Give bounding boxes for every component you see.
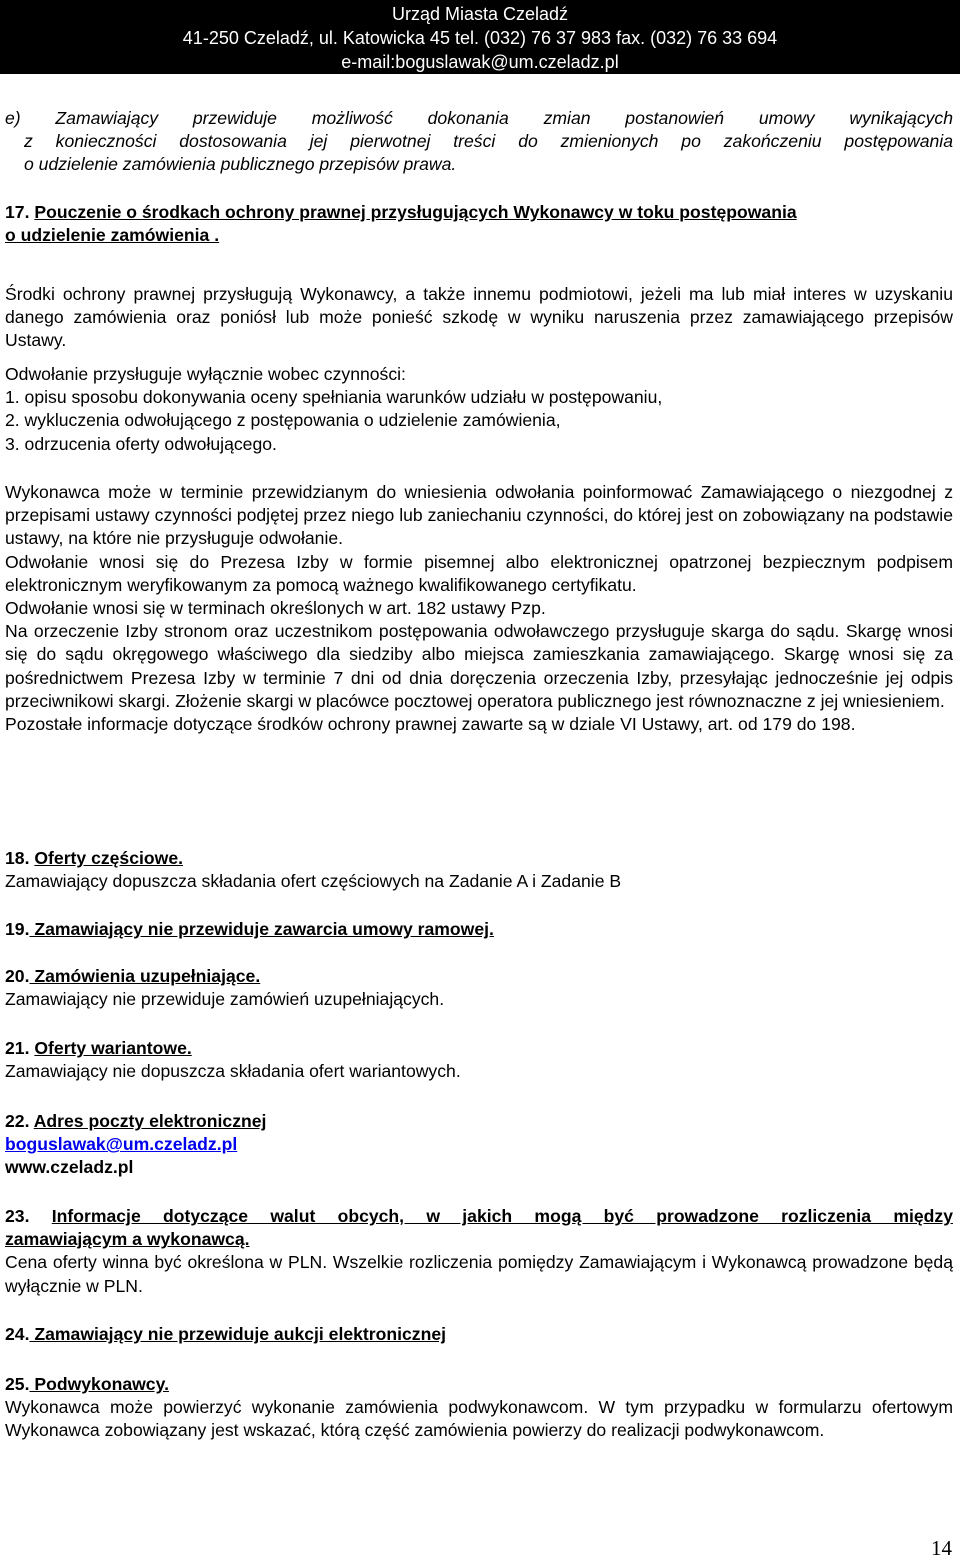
section-25 xyxy=(5,1373,953,1443)
office-name: Urząd Miasta Czeladź xyxy=(391,4,569,24)
section-22-title: 22. Adres poczty elektronicznej xyxy=(5,1111,267,1131)
section-19 xyxy=(5,918,953,941)
section-17-paragraph-2: Wykonawca może w terminie przewidzianym do wniesienia odwołania poinformować Zamawiającego o niezgodnej z przepisami ustawy czynności podjętej przez niego lub zaniechaniu czynności, do której jest on zobowiązany na podstawie ustawy, na które nie przysługuje odwołanie. xyxy=(5,482,953,549)
section-24 xyxy=(5,1323,953,1346)
office-email: e-mail:boguslawak@um.czeladz.pl xyxy=(341,52,619,72)
section-18 xyxy=(5,847,953,893)
section-21 xyxy=(5,1037,953,1083)
website-address: www.czeladz.pl xyxy=(5,1157,134,1178)
list-item: 3. odrzucenia oferty odwołującego. xyxy=(5,433,277,454)
section-e-line-2: z konieczności dostosowania jej pierwotnej treści do zmienionych po zakończeniu postępowania xyxy=(24,131,953,152)
section-23-body: Cena oferty winna być określona w PLN. Wszelkie rozliczenia pomiędzy Zamawiającym i Wykonawcą prowadzone będą wyłącznie w PLN. xyxy=(5,1252,953,1296)
section-20-title: 20. Zamówienia uzupełniające. xyxy=(5,966,261,986)
section-17-paragraph-3: Odwołanie wnosi się do Prezesa Izby w formie pisemnej albo elektronicznej opatrzonej bezpiecznym podpisem elektronicznym weryfikowanym za pomocą ważnego kwalifikowanego certyfikatu. xyxy=(5,551,953,595)
section-17-paragraph-4: Odwołanie wnosi się w terminach określonych w art. 182 ustawy Pzp. xyxy=(5,598,546,619)
section-21-title: 21. Oferty wariantowe. xyxy=(5,1038,192,1058)
section-25-body: Wykonawca może powierzyć wykonanie zamówienia podwykonawcom. W tym przypadku w formularzu ofertowym Wykonawca zobowiązany jest wskazać, którą część zamówienia powierzy do realizacji podwykonawcom. xyxy=(5,1397,953,1441)
section-24-title: 24. Zamawiający nie przewiduje aukcji elektronicznej xyxy=(5,1324,447,1344)
section-20-body: Zamawiający nie przewiduje zamówień uzupełniających. xyxy=(5,989,445,1010)
section-17-paragraphs xyxy=(5,481,953,736)
office-address: 41-250 Czeladź, ul. Katowicka 45 tel. (032) 76 37 983 fax. (032) 76 33 694 xyxy=(182,28,778,48)
section-e-line-1: e) Zamawiający przewiduje możliwość dokonania zmian postanowień umowy wynikających xyxy=(5,108,953,128)
section-23-title-line-2: zamawiającym a wykonawcą. xyxy=(5,1229,250,1250)
section-18-title: 18. Oferty częściowe. xyxy=(5,848,183,868)
letterhead xyxy=(0,0,960,74)
section-17-paragraph-6: Pozostałe informacje dotyczące środków ochrony prawnej zawarte są w dziale VI Ustawy, art. od 179 do 198. xyxy=(5,714,856,735)
section-21-body: Zamawiający nie dopuszcza składania ofert wariantowych. xyxy=(5,1061,461,1082)
page-number: 14 xyxy=(931,1536,952,1560)
appeal-intro: Odwołanie przysługuje wyłącznie wobec czynności: xyxy=(5,364,406,384)
section-19-title: 19. Zamawiający nie przewiduje zawarcia umowy ramowej. xyxy=(5,919,494,939)
section-17-title-line-1: 17. Pouczenie o środkach ochrony prawnej przysługujących Wykonawcy w toku postępowania xyxy=(5,202,797,222)
list-item: 2. wykluczenia odwołującego z postępowania o udzielenie zamówienia, xyxy=(5,410,561,431)
email-link[interactable]: boguslawak@um.czeladz.pl xyxy=(5,1134,238,1155)
list-item: 1. opisu sposobu dokonywania oceny spełniania warunków udziału w postępowaniu, xyxy=(5,387,663,408)
section-20 xyxy=(5,965,953,1011)
section-17-heading xyxy=(5,201,953,247)
section-23-title-line-1: 23. Informacje dotyczące walut obcych, w jakich mogą być prowadzone rozliczenia między xyxy=(5,1206,953,1226)
section-22 xyxy=(5,1110,953,1180)
section-17-paragraph-5: Na orzeczenie Izby stronom oraz uczestnikom postępowania odwoławczego przysługuje skarga do sądu. Skargę wnosi się do sądu okręgowego właściwego dla siedziby albo miejsca zamieszkania zamawiającego. Skargę wnosi się za pośrednictwem Prezesa Izby w terminie 7 dni od dnia doręczenia orzeczenia Izby, przesyłając jednocześnie jej odpis przeciwnikowi skargi. Złożenie skargi w placówce pocztowej operatora publicznego jest równoznaczne z jej wniesieniem. xyxy=(5,621,953,711)
section-17-appeal-list xyxy=(5,364,953,456)
section-17-title-line-2: o udzielenie zamówienia . xyxy=(5,225,220,246)
section-18-body: Zamawiający dopuszcza składania ofert częściowych na Zadanie A i Zadanie B xyxy=(5,871,622,892)
section-25-title: 25. Podwykonawcy. xyxy=(5,1374,169,1394)
section-17-paragraph-1: Środki ochrony prawnej przysługują Wykonawcy, a także innemu podmiotowi, jeżeli ma lub miał interes w uzyskaniu danego zamówienia oraz poniósł lub może ponieść szkodę w wyniku naruszenia przez zamawiającego przepisów Ustawy. xyxy=(5,284,953,351)
section-e xyxy=(5,107,953,177)
section-e-line-3: o udzielenie zamówienia publicznego przepisów prawa. xyxy=(24,154,457,175)
section-23 xyxy=(5,1205,953,1298)
